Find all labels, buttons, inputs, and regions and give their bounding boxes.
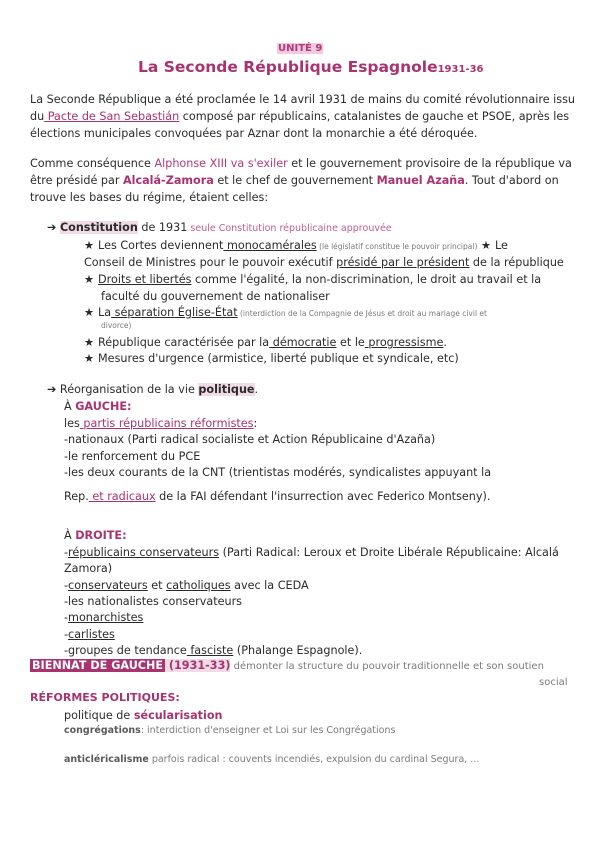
constitution-item-2: ★ Droits et libertés comme l'égalité, la non-discrimination, le droit au travail et la bbox=[84, 273, 542, 286]
star-icon: ★ bbox=[84, 273, 95, 286]
droite-line-4: -monarchistes bbox=[64, 611, 144, 624]
droite-line-6: -groupes de tendance fasciste (Phalange Espagnole). bbox=[64, 644, 363, 657]
page-title: La Seconde République Espagnole1931-36 bbox=[138, 58, 484, 76]
title-years: 1931-36 bbox=[437, 64, 484, 75]
star-icon: ★ bbox=[84, 352, 95, 365]
alcala-zamora: Alcalá-Zamora bbox=[123, 174, 214, 187]
star-icon: ★ bbox=[84, 336, 95, 349]
reorg-heading: ➔ Réorganisation de la vie politique. bbox=[47, 383, 259, 396]
para2-line-2: être présidé par Alcalá-Zamora et le chef de gouvernement Manuel Azaña. Tout d'abord on bbox=[30, 174, 559, 187]
constitution-item-1: ★ Les Cortes deviennent monocamérales (le législatif constitue le pouvoir principal) ★ Le bbox=[84, 239, 508, 252]
droite-line-1b: Zamora) bbox=[64, 562, 113, 575]
droite-line-5: -carlistes bbox=[64, 628, 115, 641]
gauche-line-5: Rep. et radicaux de la FAI défendant l'insurrection avec Federico Montseny). bbox=[64, 490, 491, 503]
constitution-note: seule Constitution républicaine approuvée bbox=[187, 223, 392, 234]
droite-line-2: -conservateurs et catholiques avec la CEDA bbox=[64, 579, 309, 592]
radicaux-link[interactable]: et radicaux bbox=[88, 490, 156, 503]
constitution-item-3: ★ La séparation Église-État (interdiction de la Compagnie de Jésus et droit au mariage civil et bbox=[84, 306, 487, 319]
para2-line-1: Comme conséquence Alphonse XIII va s'exiler et le gouvernement provisoire de la république va bbox=[30, 157, 572, 170]
constitution-label: Constitution bbox=[59, 221, 138, 234]
partis-link[interactable]: partis républicains réformistes bbox=[79, 417, 254, 430]
droite-heading: À DROITE: bbox=[64, 529, 127, 542]
reformes-line-2: congrégations: interdiction d'enseigner et Loi sur les Congrégations bbox=[64, 725, 396, 736]
constitution-item-4: ★ République caractérisée par la démocratie et le progressisme. bbox=[84, 336, 447, 349]
constitution-item-2b: faculté du gouvernement de nationaliser bbox=[101, 290, 330, 303]
gauche-line-2: -nationaux (Parti radical socialiste et Action Républicaine d'Azaña) bbox=[64, 433, 436, 446]
reformes-line-1: politique de sécularisation bbox=[64, 709, 223, 722]
star-icon: ★ bbox=[84, 239, 95, 252]
constitution-item-1b: Conseil de Ministres pour le pouvoir exécutif présidé par le président de la république bbox=[84, 256, 564, 269]
constitution-heading: ➔ Constitution de 1931 seule Constitution républicaine approuvée bbox=[47, 221, 392, 234]
droite-line-1: -républicains conservateurs (Parti Radical: Leroux et Droite Libérale Républicaine: Alcalá bbox=[64, 546, 559, 559]
intro-line-3: élections municipales convoquées par Aznar dont la monarchie a été déroquée. bbox=[30, 127, 478, 140]
manuel-azana: Manuel Azaña bbox=[376, 174, 465, 187]
alphonse-highlight: Alphonse XIII va s'exiler bbox=[154, 157, 288, 170]
star-icon: ★ bbox=[84, 306, 95, 319]
intro-line-2: du Pacte de San Sebastián composé par républicains, catalanistes de gauche et PSOE, après les bbox=[30, 110, 570, 123]
droite-line-3: -les nationalistes conservateurs bbox=[64, 595, 243, 608]
biennat-years: (1931-33) bbox=[165, 659, 231, 672]
biennat-line-2: social bbox=[539, 677, 568, 688]
gauche-line-4: -les deux courants de la CNT (trientistas modérés, syndicalistes appuyant la bbox=[64, 466, 492, 479]
arrow-right-icon: ➔ bbox=[47, 383, 57, 396]
biennat-label: BIENNAT DE GAUCHE bbox=[32, 659, 163, 672]
gauche-line-1: les partis républicains réformistes: bbox=[64, 417, 258, 430]
politique-label: politique bbox=[198, 383, 255, 396]
star-icon: ★ bbox=[480, 239, 491, 252]
unit-label: UNITÉ 9 bbox=[278, 43, 323, 54]
gauche-heading: À GAUCHE: bbox=[64, 400, 132, 413]
para2-line-3: trouve les bases du régime, étaient celles: bbox=[30, 191, 269, 204]
gauche-line-3: -le renforcement du PCE bbox=[64, 450, 201, 463]
arrow-right-icon: ➔ bbox=[47, 221, 57, 234]
biennat-line: BIENNAT DE GAUCHE (1931-33) démonter la structure du pouvoir traditionnelle et son soutien bbox=[32, 659, 544, 672]
pacte-link[interactable]: Pacte de San Sebastián bbox=[44, 110, 180, 123]
reformes-heading: RÉFORMES POLITIQUES: bbox=[30, 691, 180, 704]
constitution-item-5: ★ Mesures d'urgence (armistice, liberté publique et syndicale, etc) bbox=[84, 352, 459, 365]
constitution-item-3b: divorce) bbox=[101, 321, 132, 330]
reformes-line-3: anticléricalisme parfois radical : couvents incendiés, expulsion du cardinal Segura, ... bbox=[64, 754, 480, 765]
intro-line-1: La Seconde République a été proclamée le 14 avril 1931 de mains du comité révolutionnaire issu bbox=[30, 93, 576, 106]
